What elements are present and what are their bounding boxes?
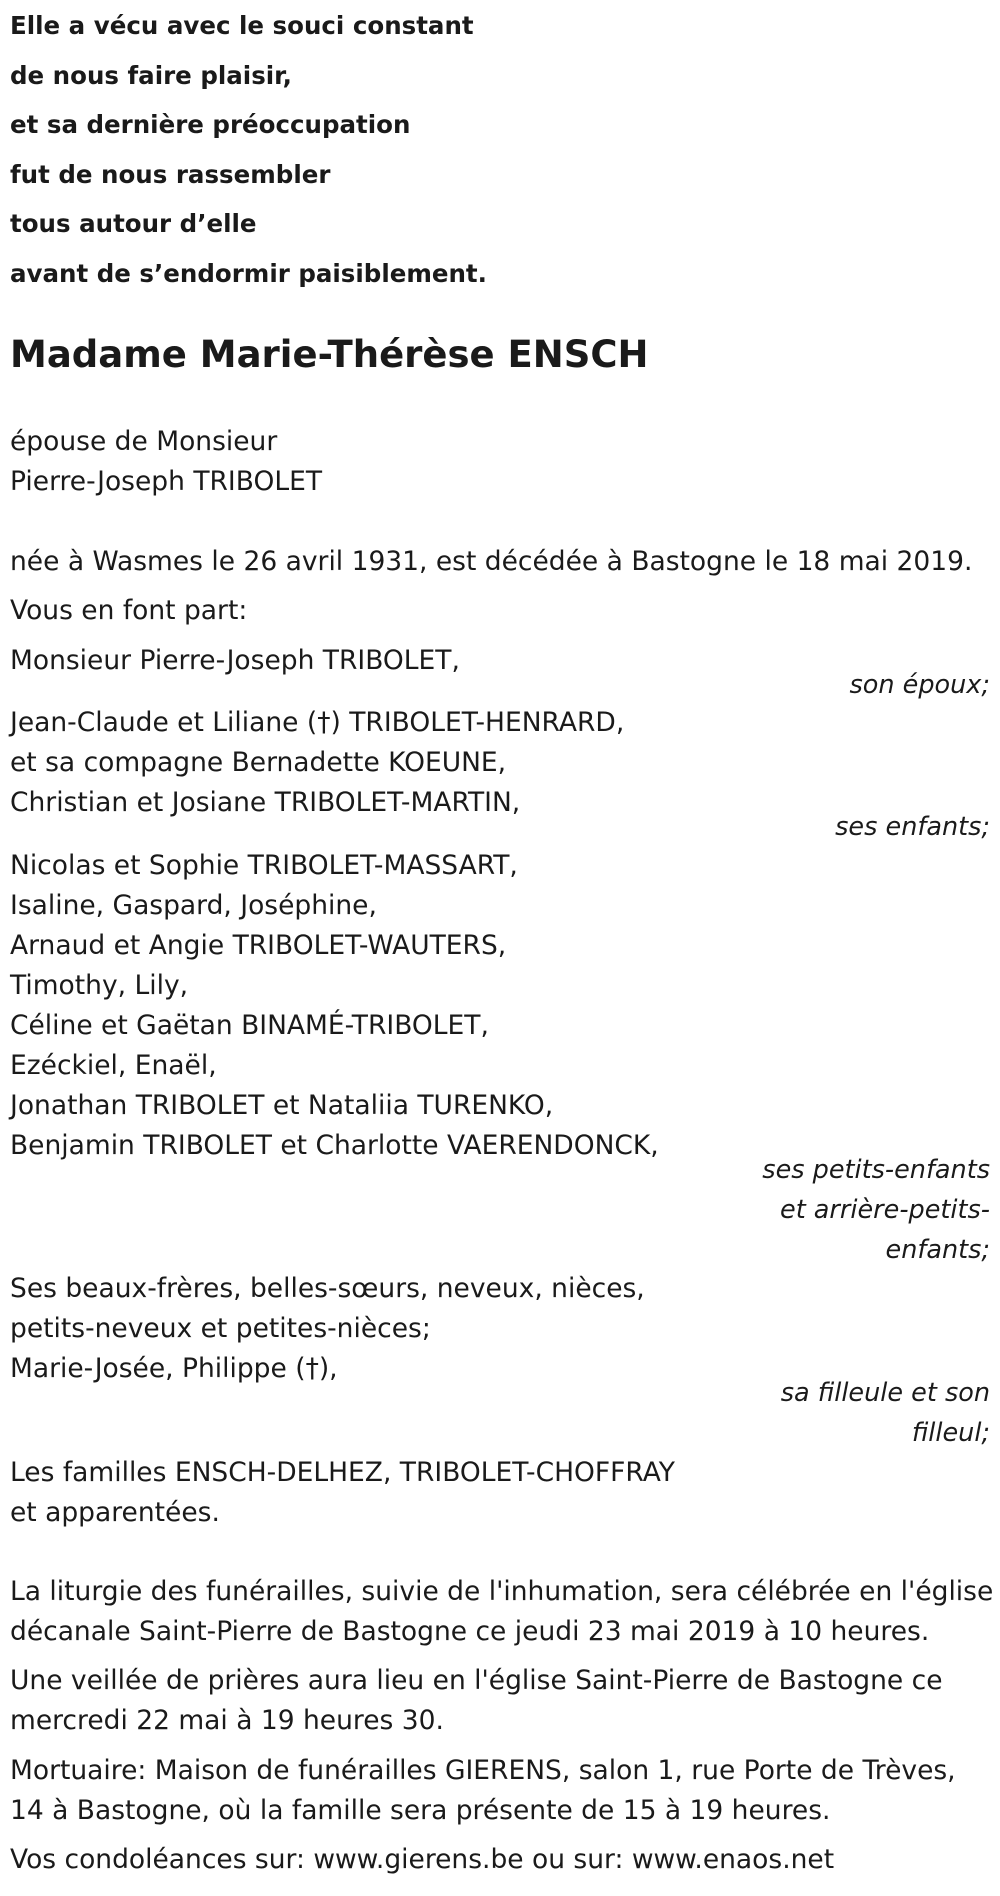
liturgy-info (10, 1572, 993, 1652)
poem-line: fut de nous rassembler (10, 159, 331, 189)
group-role (781, 1373, 990, 1453)
name-line: Monsieur Pierre-Joseph TRIBOLET, (10, 645, 460, 676)
condolences-line: Vos condoléances sur: www.gierens.be ou sur: www.enaos.net (10, 1844, 835, 1875)
role-line: filleul; (911, 1418, 990, 1448)
name-line: Les familles ENSCH-DELHEZ, TRIBOLET-CHOFFRAY (10, 1457, 675, 1488)
group-names (10, 1453, 675, 1533)
role-line: enfants; (885, 1235, 990, 1265)
poem (10, 1, 487, 298)
name-line: Jean-Claude et Liliane (†) TRIBOLET-HENRARD, (10, 707, 625, 738)
role-line: et arrière-petits- (780, 1195, 990, 1225)
poem-line: avant de s’endormir paisiblement. (10, 258, 487, 288)
name-line: et apparentées. (10, 1497, 220, 1528)
name-line: et sa compagne Bernadette KOEUNE, (10, 747, 507, 778)
announce-line: Vous en font part: (10, 595, 248, 626)
poem-line: de nous faire plaisir, (10, 60, 292, 90)
name-line: Marie-Josée, Philippe (†), (10, 1353, 338, 1384)
name-line: Jonathan TRIBOLET et Nataliia TURENKO, (10, 1090, 554, 1121)
name-line: Ezéckiel, Enaël, (10, 1050, 217, 1081)
name-line: petits-neveux et petites-nièces; (10, 1313, 431, 1344)
role-line: sa filleule et son (780, 1378, 990, 1408)
liturgy-line: La liturgie des funérailles, suivie de l'inhumation, sera célébrée en l'église (10, 1576, 994, 1607)
name-line: Christian et Josiane TRIBOLET-MARTIN, (10, 787, 521, 818)
group-role (850, 665, 990, 705)
name-line: Nicolas et Sophie TRIBOLET-MASSART, (10, 850, 518, 881)
group-names (10, 641, 460, 681)
group-names (10, 846, 659, 1166)
role-line: ses petits-enfants (762, 1155, 990, 1185)
name-line: Céline et Gaëtan BINAMÉ-TRIBOLET, (10, 1010, 489, 1041)
spouse-info (10, 422, 322, 502)
deceased-name: Madame Marie-Thérèse ENSCH (10, 333, 649, 376)
spouse-line: Pierre-Joseph TRIBOLET (10, 466, 323, 497)
group-names (10, 703, 624, 823)
group-names (10, 1269, 645, 1389)
name-line: Ses beaux-frères, belles-sœurs, neveux, nièces, (10, 1273, 645, 1304)
vigil-line: Une veillée de prières aura lieu en l'église Saint-Pierre de Bastogne ce (10, 1665, 943, 1696)
vigil-line: mercredi 22 mai à 19 heures 30. (10, 1705, 444, 1736)
mortuary-info (10, 1751, 956, 1831)
vigil-info (10, 1661, 943, 1741)
role-line: son époux; (849, 670, 990, 700)
name-line: Benjamin TRIBOLET et Charlotte VAERENDONCK, (10, 1130, 659, 1161)
birth-death-line: née à Wasmes le 26 avril 1931, est décédée à Bastogne le 18 mai 2019. (10, 546, 973, 577)
role-line: ses enfants; (835, 812, 990, 842)
group-role (835, 807, 990, 847)
liturgy-line: décanale Saint-Pierre de Bastogne ce jeudi 23 mai 2019 à 10 heures. (10, 1616, 930, 1647)
name-line: Timothy, Lily, (10, 970, 189, 1001)
poem-line: tous autour d’elle (10, 209, 257, 238)
mortuary-line: 14 à Bastogne, où la famille sera présente de 15 à 19 heures. (10, 1795, 831, 1826)
name-line: Arnaud et Angie TRIBOLET-WAUTERS, (10, 930, 507, 961)
poem-line: et sa dernière préoccupation (10, 110, 411, 139)
poem-line: Elle a vécu avec le souci constant (10, 11, 474, 40)
mortuary-line: Mortuaire: Maison de funérailles GIERENS, salon 1, rue Porte de Trèves, (10, 1755, 956, 1786)
name-line: Isaline, Gaspard, Joséphine, (10, 890, 377, 921)
group-role (762, 1150, 990, 1270)
spouse-line: épouse de Monsieur (10, 426, 278, 457)
